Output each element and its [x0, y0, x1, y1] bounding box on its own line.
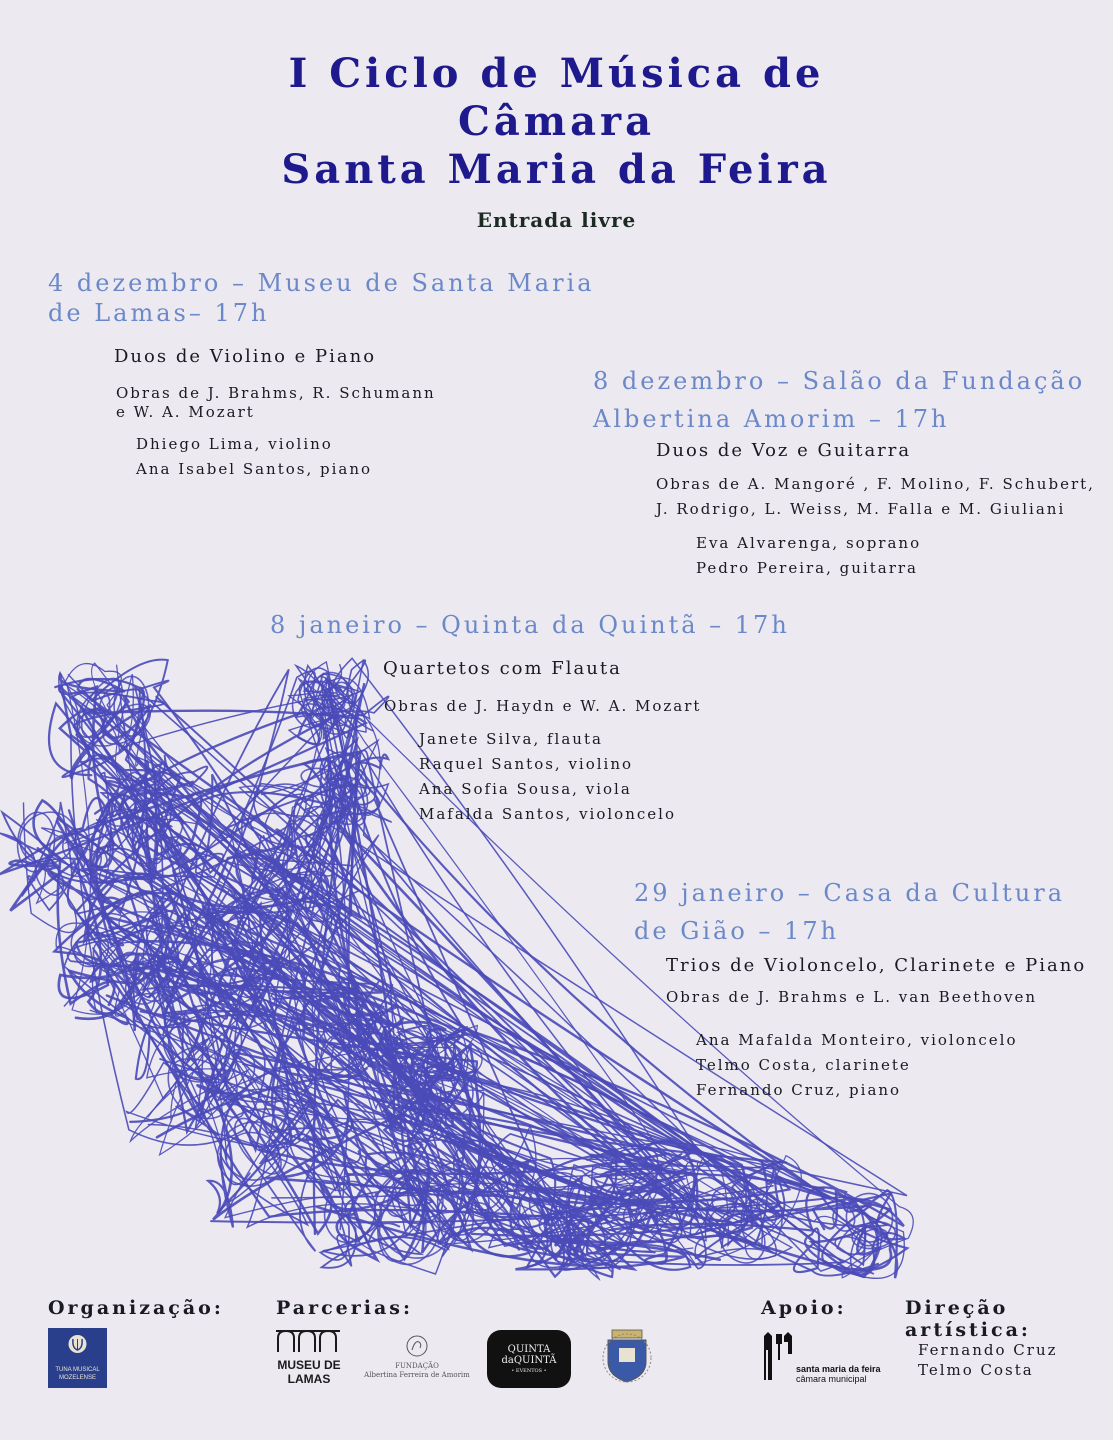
camara-logo-text-2: câmara municipal	[796, 1374, 867, 1384]
event-2-heading: 8 dezembro – Salão da Fundação Albertina Amorim – 17h	[593, 367, 1086, 433]
fundacao-logo-text-1: FUNDAÇÃO	[395, 1362, 439, 1370]
tuna-musical-logo	[48, 1328, 107, 1388]
page-title-line-1: I Ciclo de Música de	[288, 50, 825, 97]
tuna-logo-text-1: TUNA MUSICAL	[55, 1367, 100, 1373]
coat-of-arms-icon	[598, 1328, 656, 1388]
museu-logo-text-1: MUSEU DE	[277, 1358, 341, 1372]
event-3-program: Quartetos com Flauta	[383, 658, 622, 679]
event-4-performers: Ana Mafalda Monteiro, violoncelo Telmo Costa, clarinete Fernando Cruz, piano	[696, 1031, 1018, 1099]
event-4-works: Obras de J. Brahms e L. van Beethoven	[666, 988, 1038, 1006]
event-2-works: Obras de A. Mangoré , F. Molino, F. Schubert, J. Rodrigo, L. Weiss, M. Falla e M. Giuliani	[656, 475, 1095, 518]
entrada-livre: Entrada livre	[476, 208, 637, 232]
museu-logo-text-2: LAMAS	[287, 1372, 331, 1386]
castle-icon	[762, 1330, 792, 1382]
footer-parcerias-label: Parcerias:	[276, 1297, 414, 1319]
quinta-logo-text-3: • EVENTOS •	[511, 1368, 547, 1374]
quinta-logo-text-1: QUINTA	[507, 1344, 551, 1355]
quinta-logo	[487, 1330, 571, 1388]
footer-organizacao-label: Organização:	[48, 1297, 224, 1319]
footer-direcao-label: Direção artística:	[905, 1297, 1031, 1341]
event-1-performers: Dhiego Lima, violino Ana Isabel Santos, piano	[136, 435, 373, 478]
event-4-heading: 29 janeiro – Casa da Cultura de Gião – 17h	[634, 879, 1066, 945]
event-3-performers: Janete Silva, flauta Raquel Santos, violino Ana Sofia Sousa, viola Mafalda Santos, violoncelo	[419, 730, 676, 823]
event-3-works: Obras de J. Haydn e W. A. Mozart	[384, 697, 702, 715]
quinta-logo-text-2: daQUINTÃ	[501, 1355, 557, 1366]
fundacao-logo	[362, 1334, 472, 1384]
page-title-line-3: Santa Maria da Feira	[281, 146, 832, 193]
fundacao-emblem-icon	[362, 1334, 472, 1358]
camara-logo-text-1: santa maria da feira	[796, 1364, 881, 1374]
event-3-heading: 8 janeiro – Quinta da Quintã – 17h	[270, 611, 790, 639]
tuna-logo-text-2: MOZELENSE	[58, 1375, 96, 1381]
event-2-performers: Eva Alvarenga, soprano Pedro Pereira, guitarra	[696, 534, 922, 577]
event-1-works: Obras de J. Brahms, R. Schumann e W. A. Mozart	[116, 384, 436, 421]
lyre-icon	[48, 1328, 107, 1362]
camara-municipal-logo	[762, 1330, 892, 1384]
arches-icon	[274, 1328, 344, 1354]
event-1-heading: 4 dezembro – Museu de Santa Maria de Lamas– 17h	[48, 269, 595, 327]
fundacao-logo-text-2: Albertina Ferreira de Amorim	[364, 1371, 470, 1379]
footer-apoio-label: Apoio:	[761, 1297, 847, 1319]
event-4-program: Trios de Violoncelo, Clarinete e Piano	[666, 955, 1087, 976]
direcao-names: Fernando Cruz Telmo Costa	[918, 1341, 1058, 1379]
event-1-program: Duos de Violino e Piano	[114, 346, 377, 367]
museu-lamas-logo	[274, 1328, 344, 1388]
event-2-program: Duos de Voz e Guitarra	[656, 440, 912, 461]
page-title-line-2: Câmara	[458, 98, 655, 145]
